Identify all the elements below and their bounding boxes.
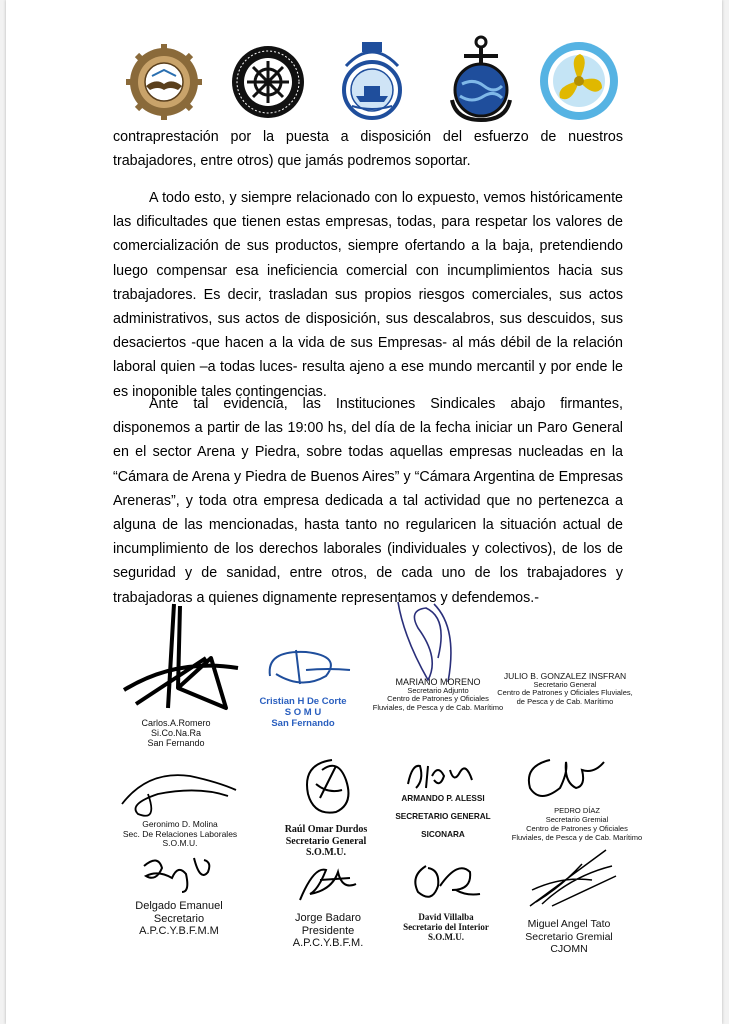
logo-ship-wheel-seal [230,44,306,120]
paragraph-strike-announcement: Ante tal evidencia, las Instituciones Sindicales abajo firmantes, disponemos a partir de las 19:00 hs, del día de la fecha iniciar un Paro General en el sector Arena y Piedra, sobre todas aquellas empresas nucleadas en la “Cámara de Arena y Piedra de Buenos Aires” y “Cámara Argentina de Empresas Areneras”, y toda otra empresa dedicada a tal actividad que no pertenezca a alguna de las mencionadas, hasta tanto no regularicen la situación actual de incumplimiento de los derechos laborales (individuales y colectivos), de los de seguridad y de sanidad, entre otros, de cada uno de los trabajadores y trabajadoras a quienes dignamente representamos y defendemos.- [113,396,623,606]
signer-name: Jorge Badaro [294,912,362,924]
handwritten-signature-icon [522,846,618,912]
handwritten-signature-icon [292,754,362,824]
handwritten-signature-icon [290,860,364,908]
signer-role: Secretario Gremial [525,930,613,943]
signer-name: David Villalba [418,912,474,922]
signer-name: ARMANDO P. ALESSI [401,794,485,803]
handwritten-signature-icon [256,640,356,694]
paragraph-difficulties: A todo esto, y siempre relacionado con lo expuesto, vemos históricamente las dificultades que tienen estas empresas, todas, para respetar los valores de comercialización de sus productos, siempre ofertando a la baja, pretendiendo luego compensar esa ineficiencia comercial con incumplimientos hacia sus trabajadores. Es decir, trasladan sus propios riesgos comerciales, sus actos administrativos, sus actos de disposición, sus descalabros, sus descuidos, sus desaciertos -que hacen a la vida de sus Empresas- al más débil de la relación laboral quien –a todas luces- resulta ajeno a ese mundo mercantil y por ende le es inoponible tales contingencias. [113,190,623,400]
signer-org-detail: de Pesca y de Cab. Marítimo [516,696,614,706]
signature-block-delgado [114,852,244,942]
signer-org: San Fernando [147,738,205,748]
signer-role: Si.Co.Na.Ra [150,728,202,738]
signature-block-molina [118,764,242,850]
signer-org-detail: Fluviales, de Pesca y de Cab. Marítimo [511,833,643,842]
signer-org: Centro de Patrones y Oficiales [387,694,489,704]
signer-org: S.O.M.U. [306,847,346,858]
signer-org: Centro de Patrones y Oficiales [526,824,628,833]
signature-block-durdos [274,754,378,864]
signer-org: S.O.M.U. [428,932,464,942]
handwritten-signature-icon [406,856,486,910]
signer-org-detail: Fluviales, de Pesca y de Cab. Marítimo [372,702,504,712]
signer-name: Geronimo D. Molina [142,819,218,829]
signature-block-romero [106,598,246,748]
handwritten-signature-icon [402,760,482,792]
handwritten-signature-icon [138,852,218,896]
signature-block-badaro [268,860,388,954]
signer-role: Secretario General [285,835,367,847]
logo-handshake-emblem [122,42,206,122]
signer-name: Delgado Emanuel [135,900,223,912]
signature-block-tato [504,846,634,960]
signer-name: PEDRO DÍAZ [554,806,600,815]
signature-block-moreno [368,598,508,718]
signer-role: Secretario [153,912,205,925]
signer-name: Cristian H De Corte [259,696,347,707]
signer-role: Presidente [301,924,355,937]
signer-name: Raúl Omar Durdos [284,824,368,835]
signer-role: SECRETARIO GENERAL [395,812,491,821]
signer-role: Secretario General [533,679,597,689]
logo-propeller-emblem [538,40,620,122]
signer-org: S.O.M.U. [162,838,198,848]
signer-role: S O M U [284,707,322,718]
signature-block-gonzalez [490,672,640,718]
signer-org: A.P.C.Y.B.F.M. [292,937,364,949]
logo-ship-emblem [336,36,408,122]
paragraph-continuation: contraprestación por la puesta a disposición del esfuerzo de nuestros trabajadores, entre otros) que jamás podremos soportar. [113,129,623,170]
signer-role: Secretario Adjunto [407,685,469,695]
logo-anchor-globe-emblem [444,34,518,124]
handwritten-signature-icon [520,752,610,804]
signer-role: Secretario Gremial [545,815,609,824]
signer-name: Carlos.A.Romero [141,718,211,728]
signature-block-diaz [502,752,652,852]
signer-org: CJOMN [550,943,588,955]
signer-org: A.P.C.Y.B.F.M.M [139,925,219,937]
signer-org: Centro de Patrones y Oficiales Fluviales, [497,688,633,698]
signer-name: Miguel Angel Tato [527,918,611,930]
signature-block-alessi [388,760,498,856]
signer-role: Secretario del Interior [403,922,489,932]
signature-block-decorte [248,640,358,730]
signer-org: San Fernando [271,718,335,729]
signature-block-villalba [390,856,502,946]
signer-name: JULIO B. GONZALEZ INSFRAN [503,671,627,681]
document-page [6,0,722,1024]
handwritten-signature-icon [378,598,478,684]
signer-name: MARIANO MORENO [395,677,481,687]
signer-role: Sec. De Relaciones Laborales [122,828,238,839]
handwritten-signature-icon [116,598,246,718]
signer-org: SICONARA [421,830,465,839]
